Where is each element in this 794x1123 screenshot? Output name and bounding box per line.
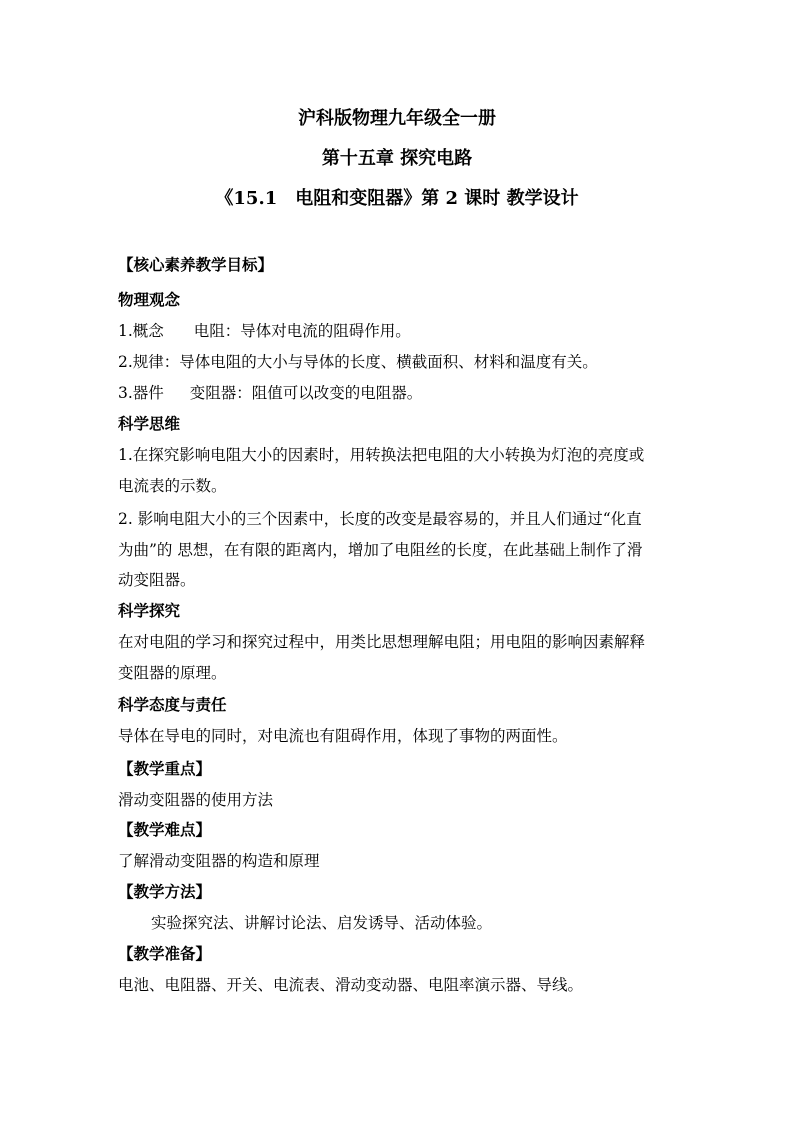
scientific-inquiry-heading: 科学探究 [118, 601, 181, 620]
inquiry-line-2: 变阻器的原理。 [118, 664, 227, 682]
book-title: 沪科版物理九年级全一册 [298, 108, 496, 129]
scientific-thinking-heading: 科学思维 [118, 414, 181, 433]
concept-item-3-prefix: 3.器件 [118, 384, 164, 402]
chapter-title: 第十五章 探究电路 [321, 148, 473, 169]
objectives-heading: 【核心素养教学目标】 [118, 255, 274, 274]
inquiry-line-1: 在对电阻的学习和探究过程中，用类比思想理解电阻；用电阻的影响因素解释 [118, 633, 646, 651]
key-points-text: 滑动变阻器的使用方法 [118, 791, 274, 809]
difficulties-heading: 【教学难点】 [118, 820, 212, 839]
key-points-heading: 【教学重点】 [118, 759, 212, 778]
thinking-item-2-line-1: 2. 影响电阻大小的三个因素中，长度的改变是最容易的，并且人们通过“化直 [118, 510, 642, 528]
thinking-item-2-line-2: 为曲”的 思想，在有限的距离内，增加了电阻丝的长度，在此基础上制作了滑 [118, 541, 643, 559]
physics-concept-item-2: 2.规律：导体电阻的大小与导体的长度、横截面积、材料和温度有关。 [118, 353, 598, 371]
thinking-item-2-line-3: 动变阻器。 [118, 571, 196, 589]
concept-item-3-text: 变阻器：阻值可以改变的电阻器。 [189, 384, 423, 402]
preparation-text: 电池、电阻器、开关、电流表、滑动变动器、电阻率演示器、导线。 [118, 976, 584, 994]
concept-item-1-prefix: 1.概念 [118, 322, 164, 340]
lesson-title: 《15.1 电阻和变阻器》第 2 课时 教学设计 [215, 188, 579, 209]
methods-text: 实验探究法、讲解讨论法、启发诱导、活动体验。 [151, 914, 493, 932]
physics-concept-heading: 物理观念 [118, 290, 181, 309]
physics-concept-item-3 [118, 382, 422, 404]
concept-item-1-text: 电阻：导体对电流的阻碍作用。 [193, 322, 411, 340]
attitude-line-1: 导体在导电的同时，对电流也有阻碍作用，体现了事物的两面性。 [118, 727, 568, 745]
difficulties-text: 了解滑动变阻器的构造和原理 [118, 852, 320, 870]
thinking-item-1-line-1: 1.在探究影响电阻大小的因素时，用转换法把电阻的大小转换为灯泡的亮度或 [118, 446, 645, 464]
physics-concept-item-1 [118, 320, 411, 342]
attitude-heading: 科学态度与责任 [118, 695, 227, 714]
methods-heading: 【教学方法】 [118, 882, 212, 901]
thinking-item-1-line-2: 电流表的示数。 [118, 477, 227, 495]
preparation-heading: 【教学准备】 [118, 944, 212, 963]
